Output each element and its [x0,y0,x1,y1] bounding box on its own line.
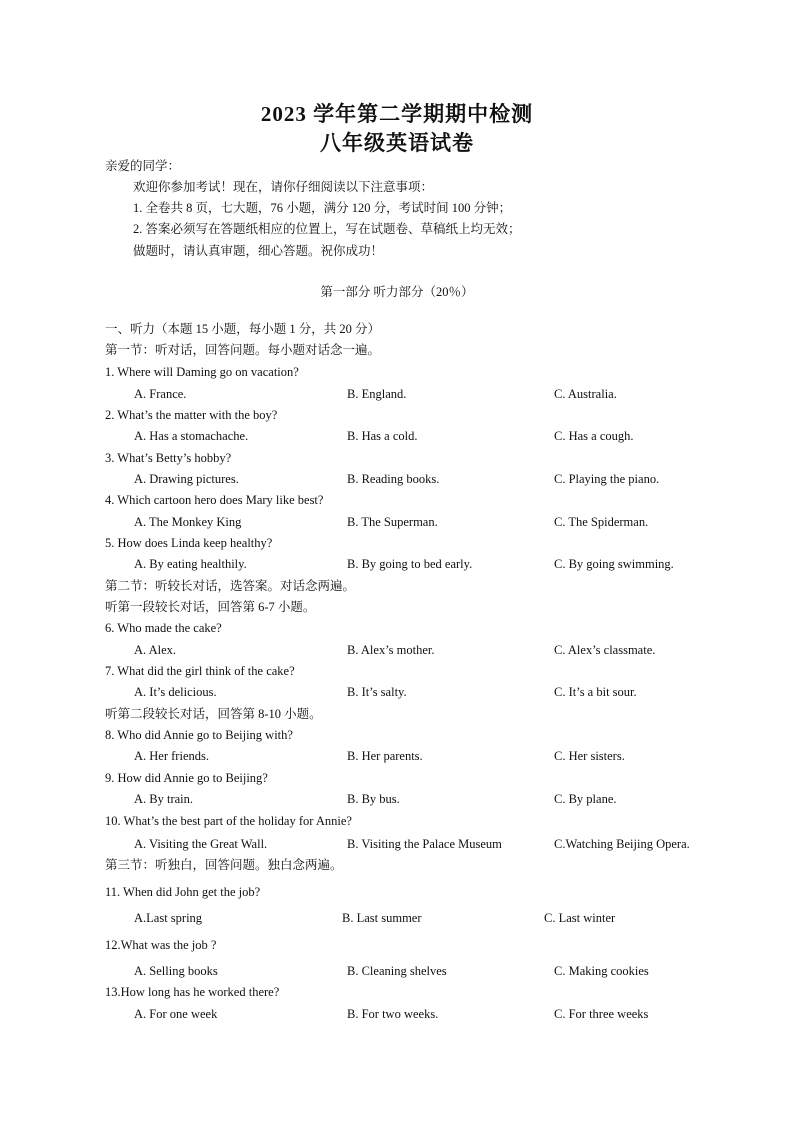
option-b: B. For two weeks. [347,1007,439,1021]
subsection-3: 第三节：听独白，回答问题。独白念两遍。 [105,858,343,872]
option-c: C. By going swimming. [554,557,674,571]
option-a: A.Last spring [134,911,203,925]
intro-line: 欢迎你参加考试！现在，请你仔细阅读以下注意事项： [133,180,434,194]
option-a: A. Her friends. [134,749,209,763]
question-text: 12.What was the job ? [105,938,217,952]
option-b: B. Alex’s mother. [347,643,435,657]
option-a: A. It’s delicious. [134,685,217,699]
dialog-2-instruction: 听第二段较长对话，回答第 8-10 小题。 [105,707,322,721]
option-a: A. Drawing pictures. [134,472,239,486]
option-c: C. Playing the piano. [554,472,660,486]
question-text: 8. Who did Annie go to Beijing with? [105,728,293,742]
question-text: 9. How did Annie go to Beijing? [105,771,268,785]
question-text: 6. Who made the cake? [105,621,222,635]
option-c: C. Has a cough. [554,429,634,443]
question-text: 5. How does Linda keep healthy? [105,536,273,550]
option-a: A. For one week [134,1007,218,1021]
option-b: B. It’s salty. [347,685,407,699]
question-text: 10. What’s the best part of the holiday for Annie? [105,814,352,828]
question-text: 7. What did the girl think of the cake? [105,664,295,678]
subsection-2: 第二节：听较长对话，选答案。对话念两遍。 [105,579,356,593]
option-b: B. Her parents. [347,749,423,763]
option-a: A. By eating healthily. [134,557,247,571]
intro-line: 1. 全卷共 8 页，七大题，76 小题，满分 120 分，考试时间 100 分钟； [133,201,512,215]
option-c: C. Last winter [544,911,616,925]
exam-subtitle: 八年级英语试卷 [320,131,474,155]
option-b: B. Cleaning shelves [347,964,447,978]
option-c: C. Australia. [554,387,617,401]
option-b: B. The Superman. [347,515,438,529]
intro-line: 做题时，请认真审题，细心答题。祝你成功！ [133,244,384,258]
subsection-1: 第一节：听对话，回答问题。每小题对话念一遍。 [105,343,381,357]
option-c: C. Her sisters. [554,749,625,763]
question-text: 1. Where will Daming go on vacation? [105,365,299,379]
option-b: B. Reading books. [347,472,440,486]
question-text: 2. What’s the matter with the boy? [105,408,278,422]
part-title: 第一部分 听力部分（20％） [320,285,474,299]
option-b: B. Last summer [342,911,422,925]
exam-title: 2023 学年第二学期期中检测 [260,102,534,126]
question-text: 11. When did John get the job? [105,885,261,899]
option-a: A. Has a stomachache. [134,429,249,443]
option-b: B. Has a cold. [347,429,418,443]
option-a: A. Selling books [134,964,218,978]
option-c: C.Watching Beijing Opera. [554,837,690,851]
question-text: 4. Which cartoon hero does Mary like best? [105,493,324,507]
intro-line: 2. 答案必须写在答题纸相应的位置上，写在试题卷、草稿纸上均无效； [133,222,521,236]
option-c: C. By plane. [554,792,617,806]
option-a: A. France. [134,387,187,401]
question-text: 13.How long has he worked there? [105,985,280,999]
option-a: A. The Monkey King [134,515,242,529]
question-text: 3. What’s Betty’s hobby? [105,451,232,465]
option-c: C. The Spiderman. [554,515,649,529]
greeting: 亲爱的同学： [105,159,181,173]
option-a: A. By train. [134,792,194,806]
option-c: C. Making cookies [554,964,649,978]
option-c: C. For three weeks [554,1007,649,1021]
option-b: B. Visiting the Palace Museum [347,837,502,851]
section-title: 一、听力（本题 15 小题，每小题 1 分，共 20 分） [105,322,381,336]
option-b: B. By going to bed early. [347,557,473,571]
option-b: B. England. [347,387,407,401]
option-a: A. Alex. [134,643,177,657]
dialog-1-instruction: 听第一段较长对话，回答第 6-7 小题。 [105,600,316,614]
option-c: C. It’s a bit sour. [554,685,637,699]
option-b: B. By bus. [347,792,400,806]
option-c: C. Alex’s classmate. [554,643,656,657]
option-a: A. Visiting the Great Wall. [134,837,268,851]
